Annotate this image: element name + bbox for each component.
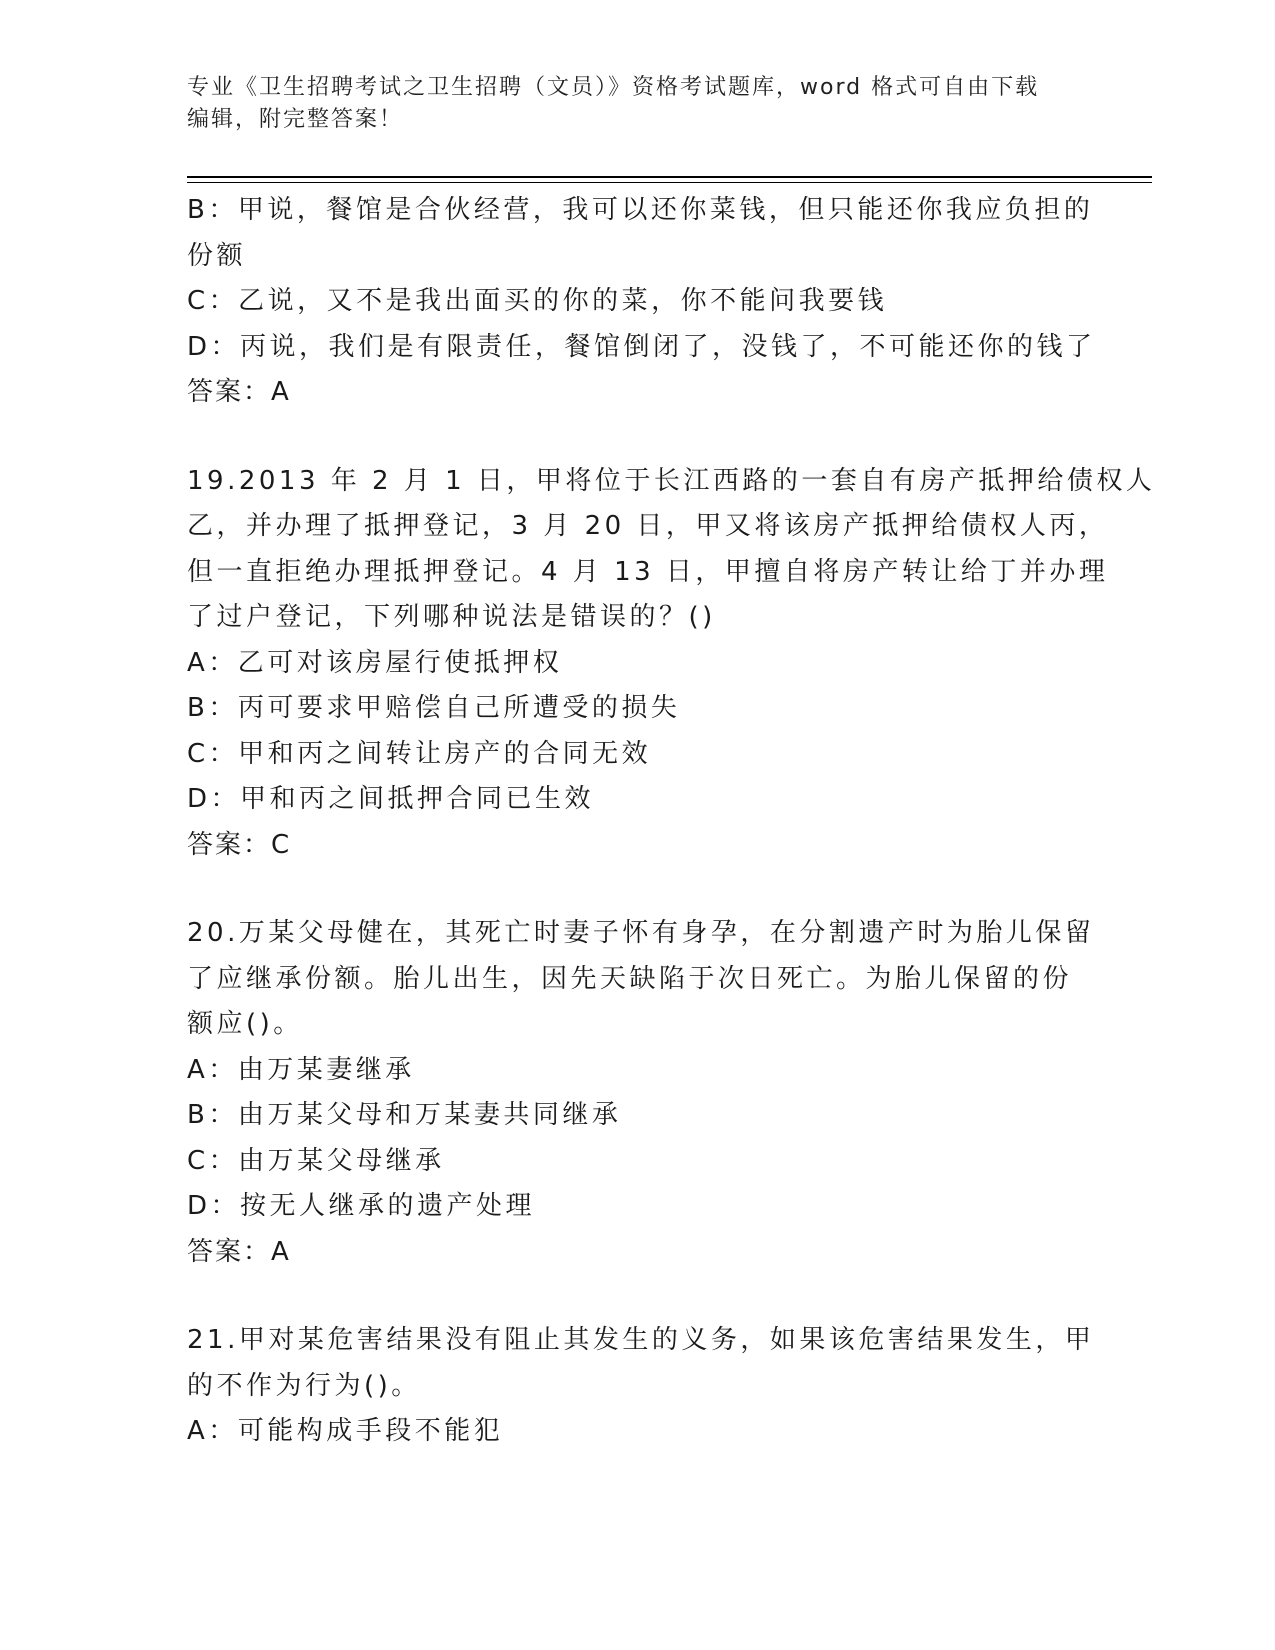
option-d: D：丙说，我们是有限责任，餐馆倒闭了，没钱了，不可能还你的钱了 xyxy=(187,331,1096,362)
header-line-1: 专业《卫生招聘考试之卫生招聘（文员）》资格考试题库，word 格式可自由下载 xyxy=(187,75,1040,100)
header-line-2: 编辑，附完整答案！ xyxy=(187,107,404,132)
question-stem-line: 额应()。 xyxy=(187,1009,303,1039)
previous-question xyxy=(187,188,1096,416)
spacer xyxy=(187,416,1087,459)
option-c: C：甲和丙之间转让房产的合同无效 xyxy=(187,738,652,769)
header-rule-thick xyxy=(187,176,1152,178)
option-b: B：丙可要求甲赔偿自己所遭受的损失 xyxy=(187,693,681,723)
option-d: D：甲和丙之间抵押合同已生效 xyxy=(187,784,595,814)
answer: 答案：A xyxy=(187,1236,291,1267)
option-b: B：由万某父母和万某妻共同继承 xyxy=(187,1100,622,1130)
option-c: C：乙说，又不是我出面买的你的菜，你不能问我要钱 xyxy=(187,286,888,316)
question-stem-line: 但一直拒绝办理抵押登记。4 月 13 日，甲擅自将房产转让给丁并办理 xyxy=(187,556,1109,587)
option-a: A：由万某妻继承 xyxy=(187,1054,415,1085)
option-b-continued: 份额 xyxy=(187,240,247,271)
answer: 答案：C xyxy=(187,829,292,860)
question-stem-line: 19.2013 年 2 月 1 日，甲将位于长江西路的一套自有房产抵押给债权人 xyxy=(187,465,1156,496)
option-c: C：由万某父母继承 xyxy=(187,1145,445,1176)
question-stem-line: 的不作为行为()。 xyxy=(187,1370,421,1401)
question-19 xyxy=(187,459,1156,869)
header-rule-thin xyxy=(187,182,1152,183)
answer: 答案：A xyxy=(187,377,291,407)
option-d: D：按无人继承的遗产处理 xyxy=(187,1191,536,1221)
question-content xyxy=(187,188,1156,1455)
spacer xyxy=(187,1275,1087,1318)
question-stem-line: 乙，并办理了抵押登记，3 月 20 日，甲又将该房产抵押给债权人丙， xyxy=(187,511,1109,541)
option-b: B：甲说，餐馆是合伙经营，我可以还你菜钱，但只能还你我应负担的 xyxy=(187,195,1094,225)
document-header xyxy=(187,72,1067,136)
spacer xyxy=(187,868,1087,911)
question-20 xyxy=(187,911,1095,1275)
question-stem-line: 20.万某父母健在，其死亡时妻子怀有身孕，在分割遗产时为胎儿保留 xyxy=(187,918,1095,948)
question-stem-line: 了应继承份额。胎儿出生，因先天缺陷于次日死亡。为胎儿保留的份 xyxy=(187,963,1073,994)
option-a: A：乙可对该房屋行使抵押权 xyxy=(187,647,563,678)
option-a: A：可能构成手段不能犯 xyxy=(187,1416,504,1446)
question-stem-line: 了过户登记，下列哪种说法是错误的？() xyxy=(187,602,716,632)
question-stem-line: 21.甲对某危害结果没有阻止其发生的义务，如果该危害结果发生，甲 xyxy=(187,1325,1095,1355)
question-21 xyxy=(187,1318,1095,1455)
